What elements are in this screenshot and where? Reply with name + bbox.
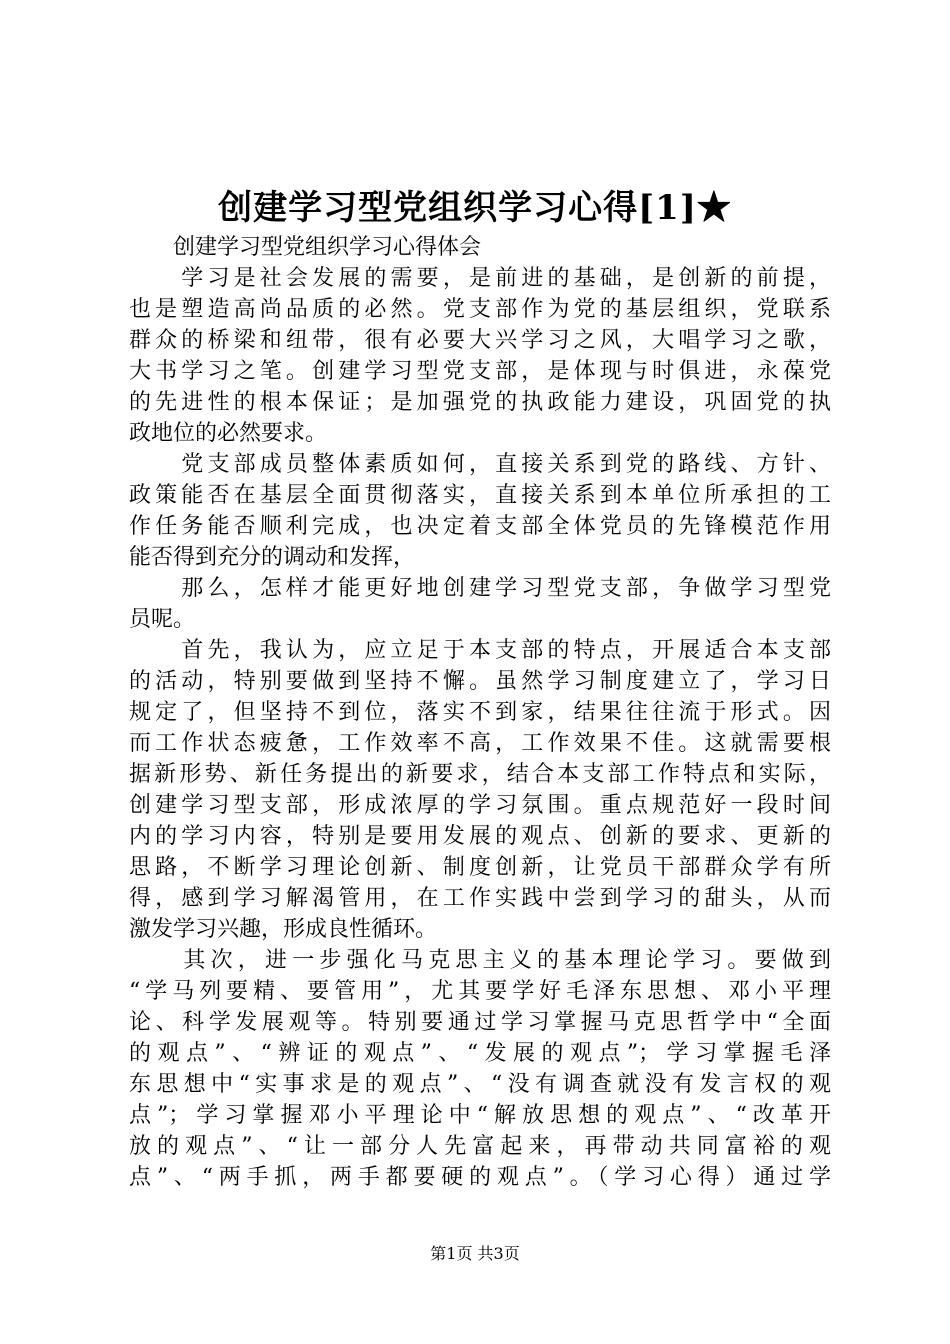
text-line: 创建学习型支部，形成浓厚的学习氛围。重点规范好一段时间 (129, 793, 831, 818)
text-line: 员呢。 (129, 607, 196, 632)
text-line: 据新形势、新任务提出的新要求，结合本支部工作特点和实际， (129, 762, 831, 787)
text-line: 党支部成员整体素质如何，直接关系到党的路线、方针、 (129, 452, 831, 477)
text-line: 思路，不断学习理论创新、制度创新，让党员干部群众学有所 (129, 855, 831, 880)
text-line: 政地位的必然要求。 (129, 421, 328, 446)
text-line: 其次，进一步强化马克思主义的基本理论学习。要做到 (129, 948, 831, 973)
document-body (129, 232, 831, 1193)
text-line: 那么，怎样才能更好地创建学习型党支部，争做学习型党 (129, 576, 831, 601)
text-line: 论、科学发展观等。特别要通过学习掌握马克思哲学中“全面 (129, 1010, 831, 1035)
text-line: 点”；学习掌握邓小平理论中“解放思想的观点”、“改革开 (129, 1103, 831, 1128)
document-title: 创建学习型党组织学习心得[1]★ (218, 188, 732, 228)
text-line: 东思想中“实事求是的观点”、“没有调查就没有发言权的观 (129, 1072, 831, 1097)
text-line: 的先进性的根本保证；是加强党的执政能力建设，巩固党的执 (129, 390, 831, 415)
text-line: 群众的桥梁和纽带，很有必要大兴学习之风，大唱学习之歌， (129, 328, 831, 353)
text-line: 能否得到充分的调动和发挥， (129, 545, 416, 570)
text-line: 创建学习型党组织学习心得体会 (129, 235, 482, 260)
text-line: 政策能否在基层全面贯彻落实，直接关系到本单位所承担的工 (129, 483, 831, 508)
text-line: 首先，我认为，应立足于本支部的特点，开展适合本支部 (129, 638, 831, 663)
text-line: 的观点”、“辨证的观点”、“发展的观点”；学习掌握毛泽 (129, 1041, 831, 1066)
text-line: 作任务能否顺利完成，也决定着支部全体党员的先锋模范作用 (129, 514, 831, 539)
text-line: 大书学习之笔。创建学习型党支部，是体现与时俱进，永葆党 (129, 359, 831, 384)
text-line: 激发学习兴趣，形成良性循环。 (129, 917, 438, 942)
text-line: 学习是社会发展的需要，是前进的基础，是创新的前提， (129, 266, 831, 291)
text-line: 内的学习内容，特别是要用发展的观点、创新的要求、更新的 (129, 824, 831, 849)
text-line: 规定了，但坚持不到位，落实不到家，结果往往流于形式。因 (129, 700, 831, 725)
text-line: 也是塑造高尚品质的必然。党支部作为党的基层组织，党联系 (129, 297, 831, 322)
text-line: 而工作状态疲惫，工作效率不高，工作效果不佳。这就需要根 (129, 731, 831, 756)
text-line: “学马列要精、要管用”，尤其要学好毛泽东思想、邓小平理 (129, 979, 831, 1004)
page-number-footer: 第1页 共3页 (430, 1244, 520, 1263)
text-line: 的活动，特别要做到坚持不懈。虽然学习制度建立了，学习日 (129, 669, 831, 694)
text-line: 放的观点”、“让一部分人先富起来，再带动共同富裕的观 (129, 1134, 831, 1159)
text-line: 点”、“两手抓，两手都要硬的观点”。（学习心得）通过学 (129, 1165, 831, 1190)
text-line: 得，感到学习解渴管用，在工作实践中尝到学习的甜头，从而 (129, 886, 831, 911)
